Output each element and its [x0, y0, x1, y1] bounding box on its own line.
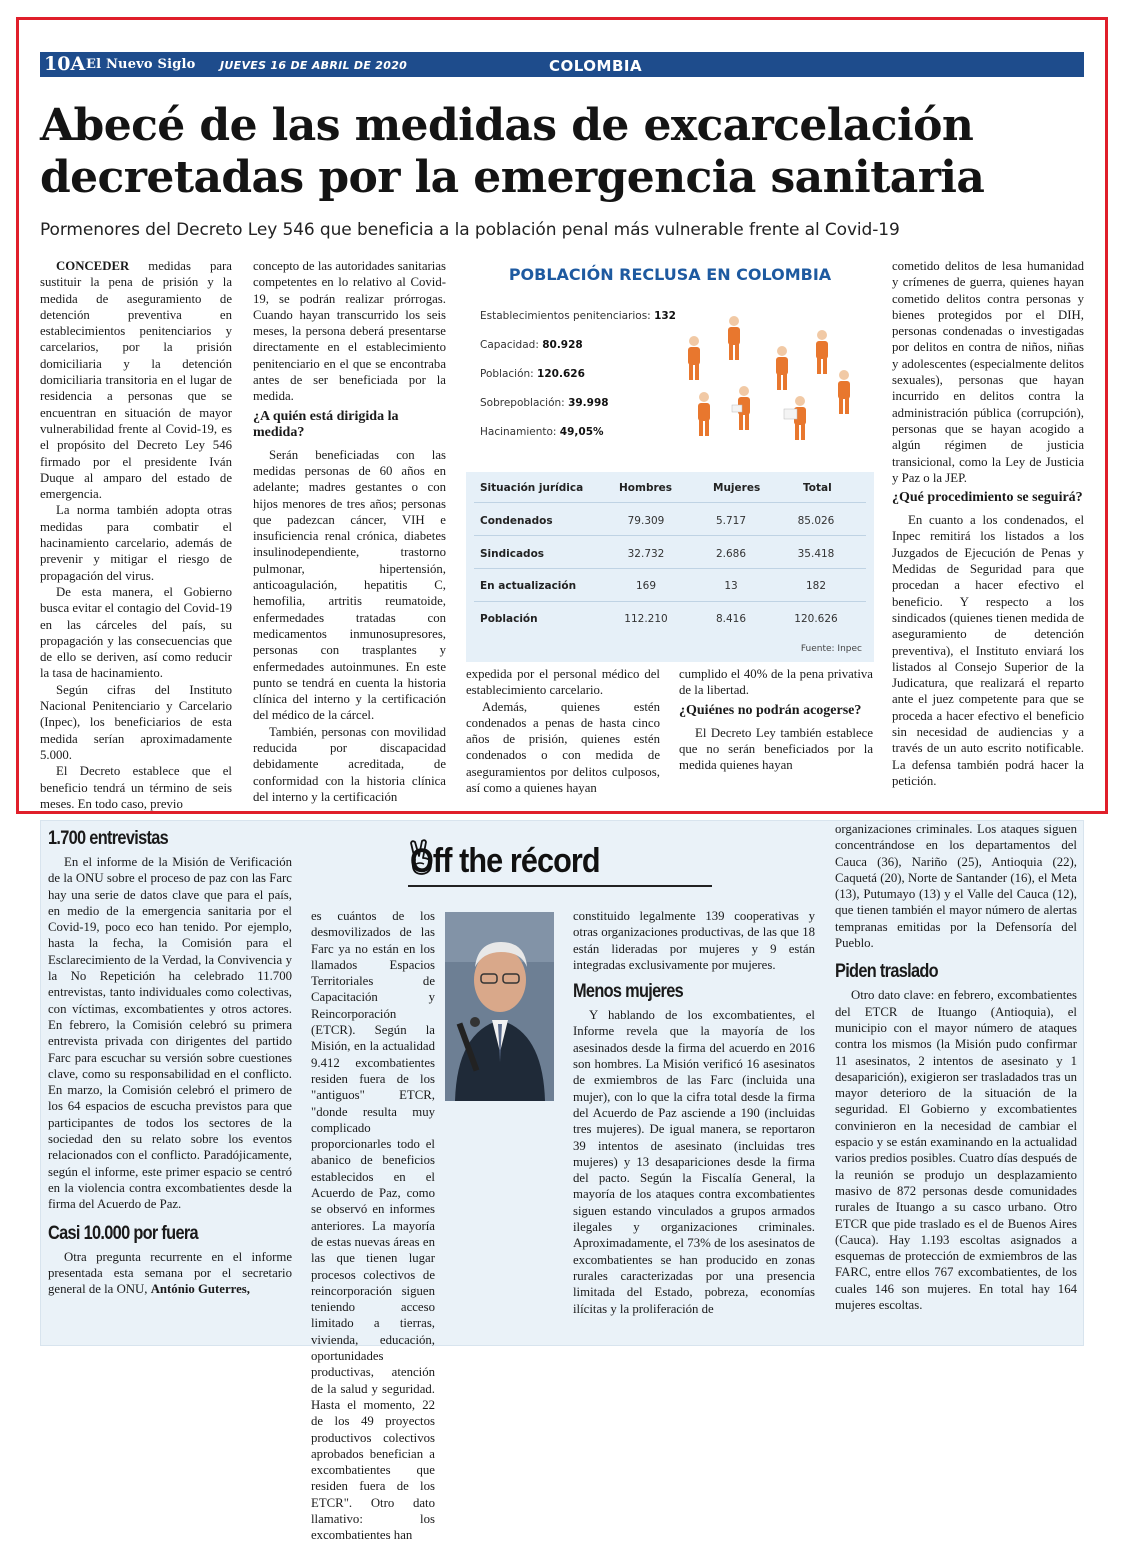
paragraph: concepto de las autoridades sanitarias competentes en lo relativo al Covid-19, se podrán realizar prórrogas. Cuando hayan transcurrido los seis meses, la persona deberá presentarse directamente en el establecimiento penitenciario en el que se encontraba antes de ser beneficiada por la medida.: [253, 259, 446, 404]
table-row-label: Condenados: [480, 515, 553, 527]
table-divider: [474, 568, 866, 569]
paragraph: cometido delitos de lesa humanidad y crímenes de guerra, quienes hayan cometido delitos contra personas y bienes protegidos por el DIH, personas condenadas o investigadas por delitos en contra de niños, niñas y adolescentes (especialmente delitos sexuales), personas que hayan incurrido en delitos contra la administración pública (corrupción), personas que se hayan acogido a algún régimen de justicia transicional, como la Ley de Justicia y Paz o la JEP.: [892, 259, 1084, 485]
infographic-poblacion-reclusa: [466, 255, 874, 662]
table-cell: 35.418: [797, 548, 835, 560]
table-cell: 5.717: [715, 515, 747, 527]
person-name: António Guterres,: [150, 1282, 250, 1297]
paragraph: constituido legalmente 139 cooperativas y otras organizaciones productivas, de las que 18 están lideradas por mujeres y 9 están integradas exclusivamente por mujeres.: [573, 909, 815, 972]
paragraph: En cuanto a los condenados, el Inpec remitirá los listados a los Juzgados de Ejecución de Penas y Medidas de Seguridad para que procedan a hacer efectivo el beneficio. Y respecto a los sindicados (quienes tienen medida de aseguramiento de detención preventiva), el Instituto enviará los listados al Consejo Superior de la Judicatura, que realizará el reparto ante el juez competente para que se proceda a hacer efectivo el beneficio sin necesidad de audiencias y a través de un auto escrito notificable. La defensa también podrá hacer la petición.: [892, 513, 1084, 788]
lead-word: CONCEDER: [56, 259, 130, 273]
article-column-2: [253, 258, 446, 804]
article-column-1: [40, 258, 232, 811]
table-cell: 8.416: [715, 613, 747, 625]
table-cell: 32.732: [627, 548, 665, 560]
paragraph: De esta manera, el Gobierno busca evitar el contagio del Covid-19 en las cárceles del país, su propagación y las consecuencias que de ello se deriven, así como reducir la tasa de hacinamiento.: [40, 584, 232, 681]
table-cell: 13: [724, 580, 738, 592]
section-heading: Menos mujeres: [573, 981, 684, 1003]
table-header-mujeres: Mujeres: [713, 482, 761, 494]
table-row-label: En actualización: [480, 580, 577, 592]
paragraph: Serán beneficiadas con las medidas personas de 60 años en adelante; madres gestantes o con hijos menores de tres años; personas que padezcan cáncer, VIH e insuficiencia renal crónica, diabetes insulinodependiente, trastorno pulmonar, hipertensión, anticoagulación, hepatitis C, hemofilia, artritis reumatoide, enfermedades tratadas con medicamentos inmunosupresores, personas con trasplantes y enfermedades autoinmunes. En este punto se tendrá en cuenta la historia clínica del interno y la certificación del médico de la cárcel.: [253, 447, 446, 723]
paragraph: En el informe de la Misión de Verificación de la ONU sobre el proceso de paz con las Farc hay una serie de datos clave que para el país, en medio de la emergencia sanitaria por el Covid-19, poco eco han tenido. Por ejemplo, hasta la fecha, la Comisión para el Esclarecimiento de la Verdad, la Convivencia y la No Repetición ha celebrado 11.700 entrevistas, tanto individuales como colectivas, con víctimas, excombatientes y otros actores. En febrero, la Comisión celebró su primera entrevista privada con dirigentes del partido Farc para escuchar su versión sobre cuestiones clave, como su responsabilidad en el conflicto. En marzo, la Comisión celebró el primero de los 64 espacios de escucha previstos para que participantes de todos los sectores de la sociedad den su relato sobre los eventos relacionados con el conflicto. Paradójicamente, según el informe, este primer espacio se centró en la violencia contra excombatientes desde la firma del Acuerdo de Paz.: [48, 855, 292, 1212]
section-heading: Piden traslado: [835, 961, 938, 983]
table-cell: 112.210: [624, 613, 668, 625]
stat-capacidad: Capacidad: 80.928: [480, 339, 583, 351]
paragraph: El Decreto Ley también establece que no serán beneficiados por la medida quienes hayan: [679, 725, 873, 773]
table-cell: 182: [805, 580, 827, 592]
table-cell: 169: [635, 580, 657, 592]
paragraph: Según cifras del Instituto Nacional Penitenciario y Carcelario (Inpec), los beneficiarios de esta medida serían aproximadamente 5.000.: [40, 682, 232, 762]
prisoner-figures-illustration: [664, 307, 864, 467]
paragraph: Y hablando de los excombatientes, el Informe revela que la mayoría de los asesinados desde la firma del acuerdo en 2016 son hombres. La Misión verificó 16 asesinatos de exmiembros de las Farc (incluida una mujer), con lo que la cifra total desde la firma del Acuerdo de Paz asciende a 190 (incluidas tres mujeres). De igual manera, se reportaron 39 intentos de asesinato (incluidas tres mujeres) y 13 desapariciones desde la firma del pacto. Según la Fiscalía General, la mayoría de los ataques contra excombatientes siguen estando vinculados a grupos armados ilegales y organizaciones criminales. Aproximadamente, el 73% de los asesinatos de excombatientes se han producido en zonas rurales caracterizadas por una presencia limitada del Estado, pobreza, economías ilícitas y la proliferación de: [573, 1008, 815, 1316]
paragraph: es cuántos de los desmovilizados de las Farc ya no están en los llamados Espacios Territoriales de Capacitación y Reincorporación (ETCR). Según la Misión, en la actualidad 9.412 excombatientes residen fuera de los "antiguos" ETCR, "donde resulta muy complicado proporcionarles todo el abanico de beneficios establecidos en el Acuerdo de Paz, como se observó en informes anteriores. La mayoría de estas nuevas áreas en las que tienen lugar procesos colectivos de reincorporación siguen teniendo acceso limitado a tierras, vivienda, educación, oportunidades productivas, atención de la salud y seguridad. Hasta el momento, 22 de los 49 proyectos productivos colectivos aprobados benefician a excombatientes que residen fuera de los ETCR". Otro dato llamativo: los excombatientes han: [311, 909, 435, 1543]
page-number: 10A: [44, 53, 86, 75]
table-row-label: Sindicados: [480, 548, 545, 560]
subheading: ¿Qué procedimiento se seguirá?: [892, 490, 1083, 506]
table-header-total: Total: [803, 482, 832, 494]
article-column-3: [466, 666, 660, 796]
publication-date: JUEVES 16 DE ABRIL DE 2020: [220, 59, 408, 72]
stat-establecimientos: Establecimientos penitenciarios: 132: [480, 310, 676, 322]
section-heading: 1.700 entrevistas: [48, 828, 169, 849]
table-cell: 85.026: [797, 515, 835, 527]
table-cell: 79.309: [627, 515, 665, 527]
newspaper-name: El Nuevo Siglo: [86, 57, 196, 72]
article-column-5: [892, 258, 1084, 796]
paragraph: CONCEDER medidas para sustituir la pena de prisión y la medida de aseguramiento de detención preventiva en establecimientos penitenciarios y carcelarios, por la prisión domiciliaria y la detención domiciliaria transitoria en el lugar de residencia a personas que se encuentran en situación de mayor vulnerabilidad frente al Covid-19, es el propósito del Decreto Ley 546 firmado por el presidente Iván Duque al amparo del estado de emergencia.: [40, 259, 232, 502]
table-divider: [474, 502, 866, 503]
article-column-4: [679, 666, 873, 796]
population-table: [466, 472, 874, 662]
article-subhead: Pormenores del Decreto Ley 546 que beneficia a la población penal más vulnerable frente al Covid-19: [40, 220, 900, 240]
off-column-3: [573, 908, 815, 1334]
off-column-2: [311, 908, 553, 1543]
paragraph: Otro dato clave: en febrero, excombatientes del ETCR de Ituango (Antioquia), el municipio con el mayor número de ataques contra los mismos (la Misión pudo confirmar 11 asesinatos, 2 intentos de asesinato y 1 desaparición), exigieron ser trasladados tras un mayor deterioro de la situación de la seguridad. El Gobierno y excombatientes convinieron en la necesidad de cambiar el espacio y se están examinando en la actualidad varios predios posibles. Cuatro días después de la reunión se produjo un desplazamiento masivo de 872 personas desde comunidades rurales de Ituango a su casco urbano. Otro ETCR que pide traslado es el de Buenos Aires (Cauca). Hay 1.193 escoltas asignados a esquemas de protección de exmiembros de las FARC, entre ellos 767 excombatientes, de los cuales 146 son mujeres. En total hay 164 mujeres escoltas.: [835, 988, 1077, 1313]
table-row-label: Población: [480, 613, 538, 625]
off-column-4: [835, 821, 1077, 1334]
table-divider: [474, 535, 866, 536]
table-cell: 120.626: [794, 613, 838, 625]
table-divider: [474, 601, 866, 602]
subheading: ¿Quiénes no podrán acogerse?: [679, 702, 862, 718]
off-column-1: [48, 826, 292, 1334]
paragraph: También, personas con movilidad reducida por discapacidad debidamente acreditada, de conformidad con la historia clínica del interno y la certificación: [253, 724, 446, 804]
subheading: ¿A quién está dirigida la medida?: [253, 408, 399, 440]
paragraph: El Decreto establece que el beneficio tendrá un término de seis meses. En todo caso, previo: [40, 764, 232, 811]
paragraph: organizaciones criminales. Los ataques siguen concentrándose en los departamentos del Cauca (36), Nariño (25), Antioquia (22), Caquetá (20), Norte de Santander (16), el Meta (13), Putumayo (13) y el Valle del Cauca (12), que tienen también el mayor número de alertas tempranas emitidas por la Defensoría del Pueblo.: [835, 822, 1077, 951]
section-heading: Casi 10.000 por fuera: [48, 1222, 198, 1244]
page-header-bar: [40, 52, 1084, 77]
stat-poblacion: Población: 120.626: [480, 368, 585, 380]
infographic-title: POBLACIÓN RECLUSA EN COLOMBIA: [508, 265, 832, 284]
paragraph: La norma también adopta otras medidas para combatir el hacinamiento carcelario, además de prevenir y mitigar el riesgo de propagación del virus.: [40, 503, 232, 583]
paragraph: expedida por el personal médico del establecimiento carcelario.: [466, 667, 660, 698]
paragraph: cumplido el 40% de la pena privativa de la libertad.: [679, 667, 873, 698]
paragraph: Además, quienes estén condenados a penas de hasta cinco años de prisión, quienes estén condenados o con medida de aseguramientos por delitos culposos, así como a quienes hayan: [466, 699, 660, 796]
table-cell: 2.686: [715, 548, 747, 560]
table-source: Fuente: Inpec: [800, 644, 862, 654]
table-header-hombres: Hombres: [619, 482, 673, 494]
paragraph: Otra pregunta recurrente en el informe presentada esta semana por el secretario general de la ONU, António Guterres,: [48, 1249, 292, 1297]
off-the-record-title: Off the récord: [410, 842, 600, 880]
title-underline: [408, 885, 712, 887]
article-headline: Abecé de las medidas de excarcelación decretadas por la emergencia sanitaria: [40, 100, 985, 203]
table-header-situacion: Situación jurídica: [480, 482, 584, 494]
section-name: COLOMBIA: [549, 57, 643, 75]
stat-hacinamiento: Hacinamiento: 49,05%: [480, 426, 604, 438]
stat-sobrepoblacion: Sobrepoblación: 39.998: [480, 397, 609, 409]
